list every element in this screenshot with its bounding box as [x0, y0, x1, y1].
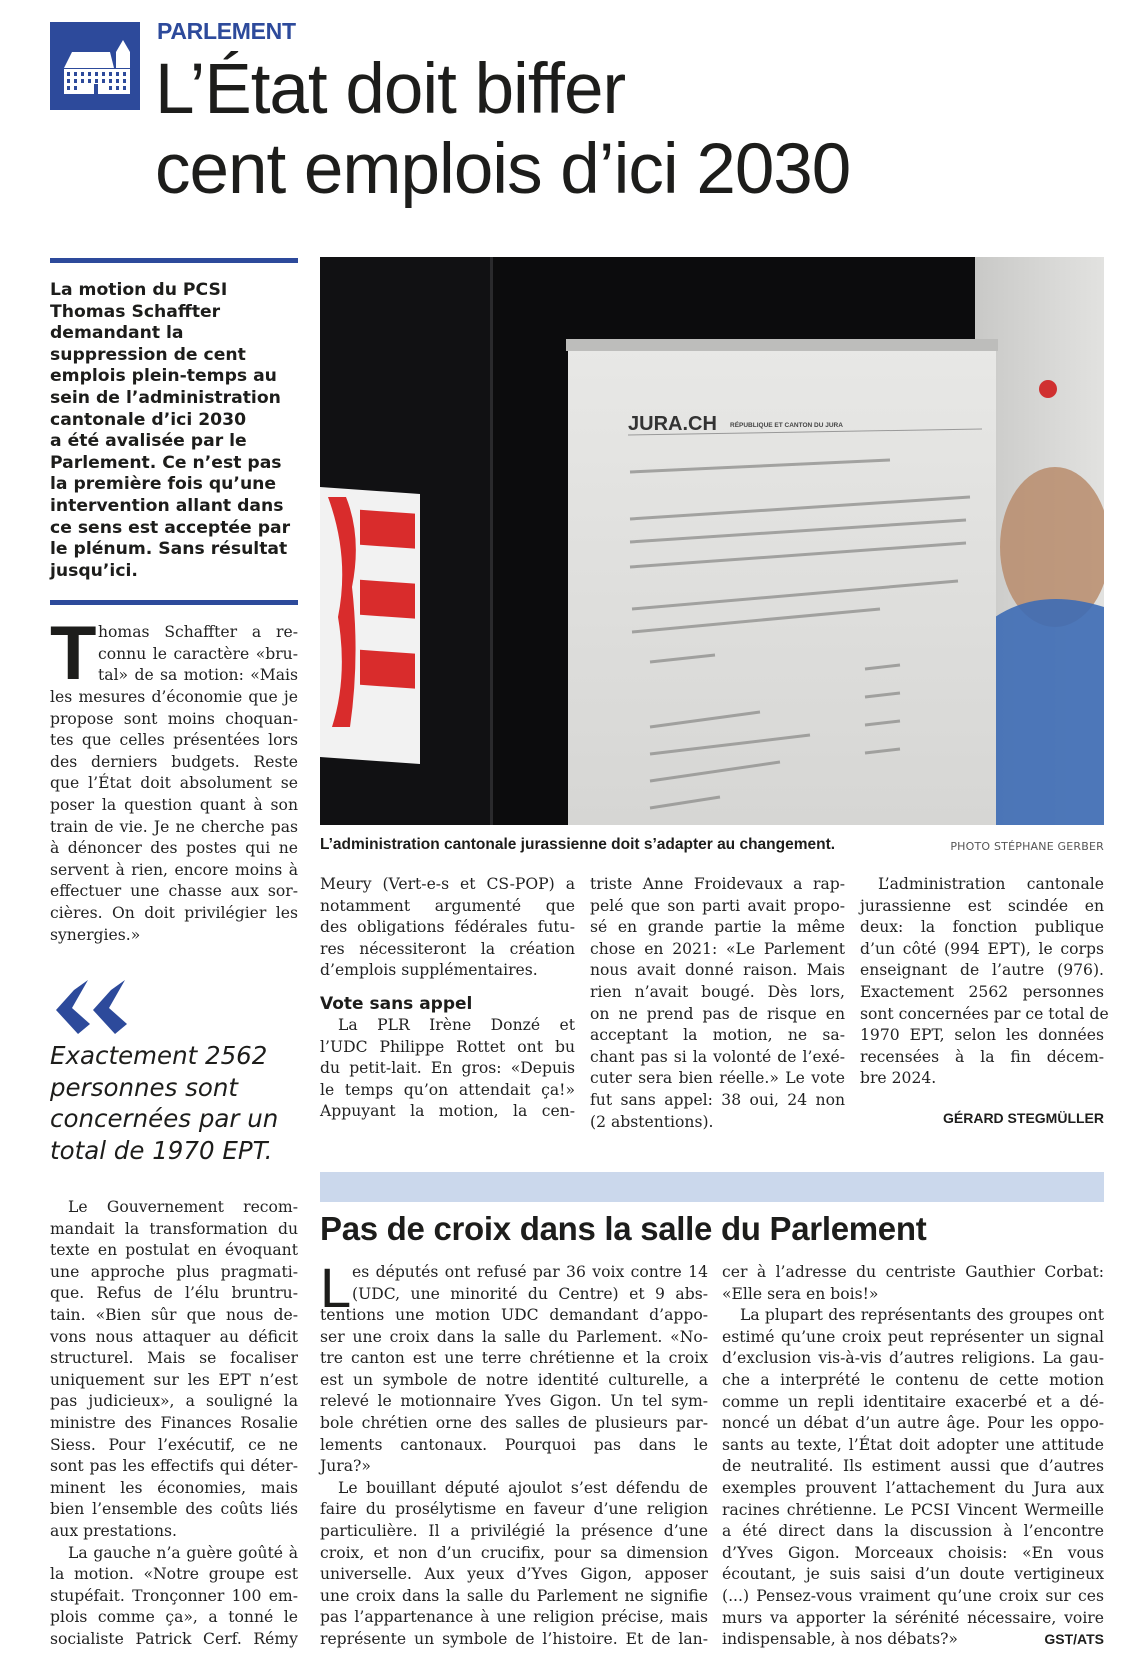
body-line: acceptant la motion, ne sa-	[590, 1026, 845, 1045]
body-line: sé en grande partie la même	[590, 918, 845, 937]
body-line: tentions une motion UDC demandant d’appo-	[320, 1306, 708, 1324]
lead-line: la première fois qu’une	[50, 474, 277, 495]
sidebar-col-a	[320, 1305, 708, 1651]
body-line: poser la question quant à son	[50, 795, 298, 814]
body-line: synergies.»	[50, 925, 141, 944]
subhead-vote: Vote sans appel	[320, 993, 473, 1014]
body-line: faire du prosélytisme en faveur d’une religion	[320, 1500, 708, 1519]
body-line: bre 2024.	[860, 1069, 937, 1088]
headline	[155, 50, 850, 210]
body-line: a été direct dans la discussion à l’encontre	[722, 1522, 1104, 1541]
body-line: Siess. Pour l’exécutif, ce ne	[50, 1435, 298, 1454]
body-line: que l’État doit absolument se	[50, 774, 298, 793]
body-line: train de vie. Je ne cherche pas	[50, 817, 298, 836]
pull-quote-line: concernées par un	[50, 1104, 279, 1133]
headline-line: cent emplois d’ici 2030	[155, 130, 851, 209]
body-line: les mesures d’économie que je	[50, 688, 298, 706]
lead-line: Parlement. Ce n’est pas	[50, 452, 282, 473]
sidebar-col-a-drop	[352, 1262, 708, 1305]
body-line: une approche plus pragmati-	[50, 1262, 298, 1281]
body-line: sants au texte, l’État doit adopter une attitude	[722, 1435, 1104, 1454]
pull-quote-line: total de 1970 EPT.	[50, 1135, 273, 1165]
body-line: on ne prend pas de risque en	[590, 1004, 845, 1023]
lead-line: ce sens est acceptée par	[50, 517, 291, 538]
body-line: deux: la fonction publique	[860, 918, 1104, 937]
body-line: tain. «Bien sûr que nous de-	[50, 1305, 298, 1324]
byline: GÉRARD STEGMÜLLER	[943, 1109, 1104, 1126]
sidebar-band	[320, 1172, 1104, 1202]
body-line: estimé qu’une croix peut représenter un signal	[722, 1327, 1104, 1346]
sign-subtitle: RÉPUBLIQUE ET CANTON DU JURA	[730, 422, 843, 429]
body-line: une croix dans la salle du Parlement ne signifie	[320, 1586, 708, 1605]
article-photo	[320, 257, 1104, 825]
lead-bottom-rule	[50, 600, 298, 605]
body-col2	[320, 874, 575, 1123]
body-line: stupéfait. Tronçonner 100 em-	[50, 1586, 298, 1605]
body-line: bien l’ensemble des coûts liés	[50, 1500, 298, 1519]
body-line: Appuyant la motion, la cen-	[320, 1102, 575, 1121]
body-col1b	[50, 1197, 298, 1650]
drop-cap: L	[320, 1256, 352, 1319]
body-line: cuter sera bien réelle.» Le vote	[590, 1069, 845, 1088]
section-kicker: PARLEMENT	[157, 18, 296, 44]
body-line: écoutant, je suis saisi d’un doute vertigineux	[722, 1565, 1104, 1584]
lead-line: demandant la	[50, 323, 184, 344]
body-col1	[50, 687, 298, 946]
pull-quote-line: personnes sont	[50, 1072, 239, 1102]
body-line: Le Gouvernement recom-	[68, 1198, 298, 1216]
body-col4	[860, 874, 1109, 1130]
body-line: La plupart des représentants des groupes ont	[740, 1306, 1104, 1325]
body-line: indispensable, à nos débats?»	[722, 1630, 958, 1649]
body-line: d’emplois supplémentaires.	[320, 961, 538, 980]
body-line: chose en 2021: «Le Parlement	[590, 939, 845, 958]
photo-credit: PHOTO STÉPHANE GERBER	[950, 840, 1104, 853]
drop-cap: T	[50, 611, 97, 696]
photo-caption: L’administration cantonale jurassienne doit s’adapter au changement.	[320, 836, 836, 853]
body-line: exemples prouvent l’attachement du Jura aux	[722, 1478, 1104, 1497]
lead-line: intervention allant dans	[50, 495, 284, 516]
body-line: sont pas les effectifs qui déter-	[50, 1457, 298, 1476]
body-line: la motion. «Notre groupe est	[50, 1565, 298, 1584]
body-line: pas l’appartenance à une religion précise, mais	[320, 1608, 708, 1627]
body-line: aux prestations.	[50, 1521, 177, 1540]
last-line-row	[722, 1629, 1104, 1651]
body-line: universelle. Aux yeux d’Yves Gigon, apposer	[320, 1565, 708, 1584]
body-line: jurassienne est scindée en	[860, 896, 1104, 915]
body-col1-drop-lines	[98, 622, 298, 687]
byline: GST/ATS	[1044, 1631, 1104, 1648]
body-line: minent les économies, mais	[50, 1478, 298, 1497]
body-line: texte en postulat en évoquant	[50, 1241, 298, 1260]
body-line: La gauche n’a guère goûté à	[68, 1543, 298, 1562]
body-line: relevé le motionnaire Yves Gigon. Un tel sym-	[320, 1392, 708, 1411]
body-line: pelé que son parti avait propo-	[590, 896, 845, 915]
body-line: tre canton est une terre chrétienne et la croix	[320, 1349, 708, 1368]
parliament-building-icon	[50, 22, 140, 110]
body-line: particulière. Il a privilégié la présence d’une	[320, 1521, 708, 1540]
body-line: chant pas si la volonté de l’exé-	[590, 1047, 845, 1066]
body-line: La PLR Irène Donzé et	[338, 1015, 575, 1034]
body-line: L’administration cantonale	[878, 875, 1104, 893]
body-line: (...) Pensez-vous vraiment qu’une croix sur ces	[722, 1586, 1104, 1605]
body-line: effectuer une chasse aux sor-	[50, 882, 298, 901]
body-line: socialiste Patrick Cerf. Rémy	[50, 1629, 298, 1648]
sign-logo: JURA.CH	[628, 413, 717, 435]
body-line: ser une croix dans la salle du Parlement. «No-	[320, 1327, 708, 1346]
body-line: d’un côté (994 EPT), le corps	[860, 939, 1104, 958]
body-line: che a interprété le contenu de cette motion	[722, 1370, 1104, 1389]
body-line: bole chrétien orne des salles de plusieurs par-	[320, 1413, 708, 1432]
body-line: tes que celles présentées lors	[50, 731, 298, 750]
body-line: (UDC, une minorité du Centre) et 9 abs-	[352, 1284, 708, 1303]
body-line: des derniers budgets. Reste	[50, 752, 298, 771]
body-line: croix, et non d’un crucifix, pour sa dimension	[320, 1543, 708, 1562]
body-line: à dénoncer des postes qui ne	[50, 839, 298, 858]
body-line: comme un repli identitaire exacerbé et a dé-	[722, 1392, 1104, 1411]
body-line: l’UDC Philippe Rottet ont bu	[320, 1037, 575, 1056]
body-line: 1970 EPT, selon les données	[860, 1026, 1104, 1045]
body-line: mandait la transformation du	[50, 1219, 298, 1238]
body-line: ministre des Finances Rosalie	[50, 1413, 298, 1432]
body-line: que. Refus de l’élu bruntru-	[50, 1284, 298, 1303]
body-line: tal» de sa motion: «Mais	[98, 666, 298, 685]
body-line: de neutralité. Ils estiment aussi que d’autres	[722, 1457, 1104, 1476]
body-line: des obligations fédérales futu-	[320, 918, 575, 937]
body-line: uniquement sur les EPT n’est	[50, 1370, 298, 1389]
body-line: murs va apporter la sérénité nécessaire, voire	[722, 1608, 1104, 1627]
body-line: connu le caractère «bru-	[98, 644, 298, 663]
body-line: notamment argumenté que	[320, 896, 575, 915]
body-line: servent à rien, encore moins à	[50, 860, 298, 879]
section-logo	[50, 22, 140, 110]
lead-line: le plénum. Sans résultat	[50, 539, 288, 560]
pull-quote-line: Exactement 2562	[50, 1041, 268, 1070]
body-line: du petit-lait. En gros: «Depuis	[320, 1059, 575, 1078]
body-line: es députés ont refusé par 36 voix contre 14	[352, 1263, 708, 1281]
body-line: cer à l’adresse du centriste Gauthier Corbat:	[722, 1263, 1104, 1281]
body-line: fut sans appel: 38 oui, 24 non	[590, 1090, 845, 1109]
sidebar-headline: Pas de croix dans la salle du Parlement	[320, 1210, 927, 1247]
body-line: d’Yves Gigon. Morceaux choisis: «En vous	[722, 1543, 1104, 1562]
body-line: lements cantonaux. Pourquoi pas dans le	[320, 1435, 708, 1454]
lead-line: suppression de cent	[50, 344, 246, 365]
body-line: d’exclusion vis-à-vis d’autres religions. La gau-	[722, 1349, 1104, 1368]
lead-paragraph	[50, 280, 298, 582]
body-line: racines chrétienne. Le PCSI Vincent Wermeille	[722, 1500, 1104, 1519]
body-line: recensées à la fin décem-	[860, 1047, 1104, 1066]
body-line: vons nous attaquer au déficit	[50, 1327, 298, 1346]
body-line: rien n’avait bougé. Dès lors,	[590, 982, 845, 1001]
body-line: représente un symbole de l’histoire. Et de lan-	[320, 1629, 708, 1648]
lead-line: Thomas Schaffter	[50, 301, 221, 322]
body-line: Jura?»	[320, 1457, 371, 1476]
sidebar-col-b	[722, 1262, 1104, 1651]
body-line: nous avait donné raison. Mais	[590, 961, 845, 980]
body-line: est un symbole de notre identité culturelle, a	[320, 1370, 708, 1389]
lead-top-rule	[50, 258, 298, 263]
body-line: Exactement 2562 personnes	[860, 982, 1104, 1001]
body-line: Meury (Vert-e-s et CS-POP) a	[320, 875, 575, 893]
body-line: noncé un débat d’un autre âge. Pour les oppo-	[722, 1414, 1104, 1433]
body-line: Le bouillant député ajoulot s’est défendu de	[338, 1478, 708, 1497]
body-line: res nécessiteront la création	[320, 939, 575, 958]
body-line: plois comme ça», a tonné le	[50, 1608, 298, 1627]
body-line: homas Schaffter a re-	[98, 623, 298, 641]
body-line: (2 abstentions).	[590, 1112, 714, 1131]
lead-line: sein de l’administration	[50, 387, 281, 408]
body-line: le temps qu’on attendait ça!»	[320, 1080, 575, 1099]
body-col3	[590, 874, 845, 1133]
lead-line: a été avalisée par le	[50, 431, 247, 452]
lead-line: jusqu’ici.	[50, 560, 138, 581]
quote-mark-icon	[56, 980, 146, 1035]
photo-illustration	[320, 257, 1104, 825]
body-line: propose sont moins choquan-	[50, 709, 298, 728]
body-line: «Elle sera en bois!»	[722, 1284, 879, 1303]
body-line: cières. On doit privilégier les	[50, 903, 298, 922]
body-line: sont concernées par ce total de	[860, 1004, 1109, 1023]
lead-line: La motion du PCSI	[50, 280, 228, 300]
pull-quote	[50, 1040, 305, 1166]
body-line: pas judicieux», a souligné la	[50, 1392, 298, 1411]
body-line: enseignant de l’autre (976).	[860, 961, 1104, 980]
lead-line: emplois plein-temps au	[50, 366, 277, 387]
headline-line: L’État doit biffer	[155, 50, 626, 129]
body-line: triste Anne Froidevaux a rap-	[590, 875, 845, 893]
lead-line: cantonale d’ici 2030	[50, 409, 247, 430]
body-line: structurel. Mais se focaliser	[50, 1349, 298, 1368]
